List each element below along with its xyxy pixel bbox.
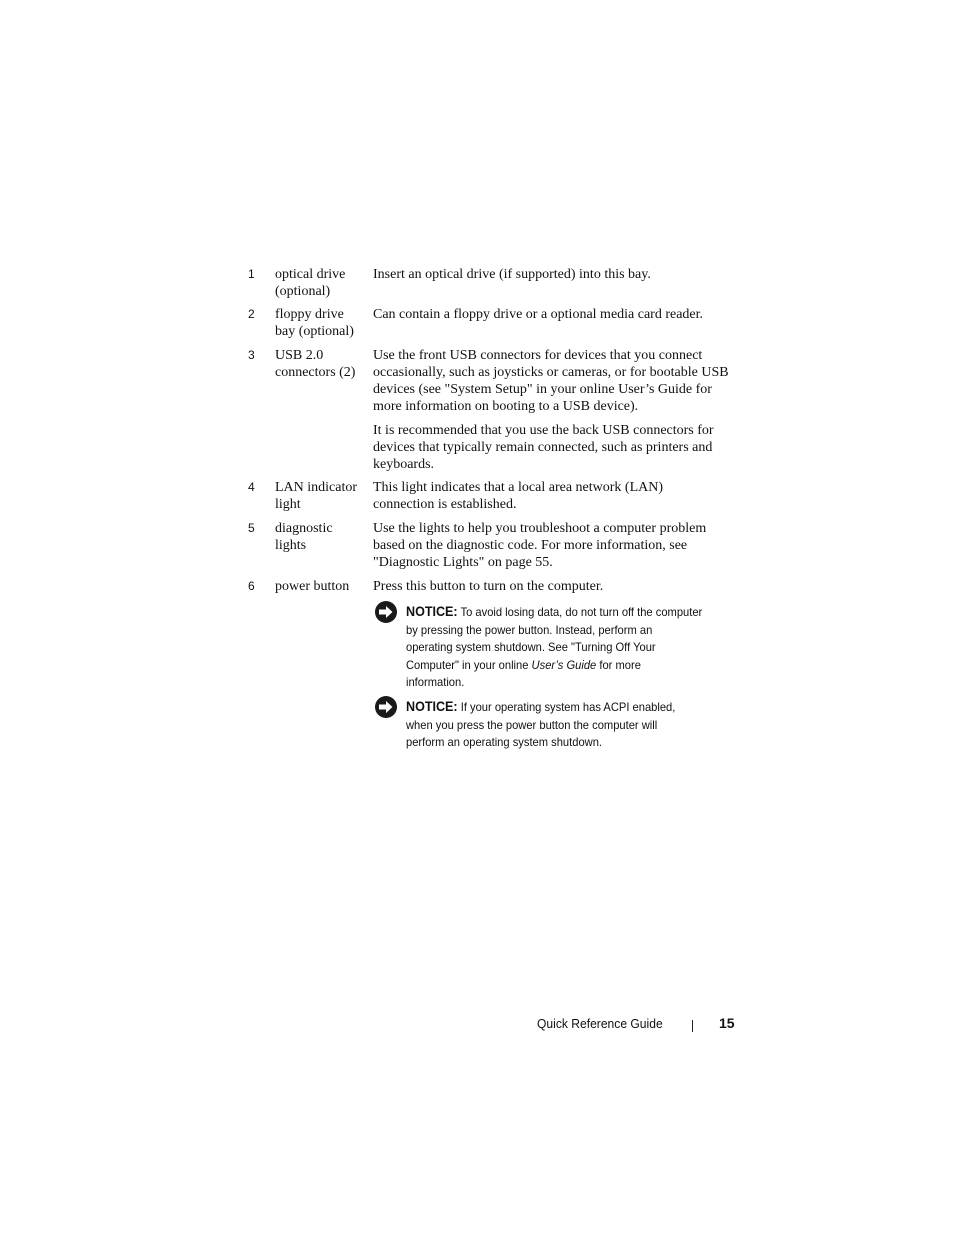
item-description: Press this button to turn on the computer.: [373, 579, 604, 594]
item-name: optical drive (optional): [275, 267, 346, 299]
notice-body: If your operating system has ACPI enabled, when you press the power button the computer will perform an operating system shutdown.: [406, 700, 676, 749]
notice-box: [373, 695, 743, 753]
item-number: 5: [248, 521, 255, 535]
item-description-note: It is recommended that you use the back USB connectors for devices that typically remain connected, such as printers and keyboards.: [373, 423, 714, 472]
item-name: USB 2.0 connectors (2): [275, 348, 356, 380]
item-name: LAN indicator light: [275, 480, 358, 512]
item-name: power button: [275, 579, 350, 594]
item-description: Can contain a floppy drive or a optional media card reader.: [373, 307, 704, 322]
item-number: 2: [248, 307, 255, 321]
item-number: 3: [248, 348, 255, 362]
notice-body-end: for more information.: [406, 657, 641, 689]
page-number: 15: [719, 1015, 735, 1031]
item-name: diagnostic lights: [275, 521, 333, 553]
footer-divider: [692, 1020, 693, 1032]
notice-arrow-icon: [374, 695, 398, 719]
item-description: This light indicates that a local area network (LAN) connection is established.: [373, 480, 664, 512]
notice-text: [406, 698, 722, 752]
footer-title: Quick Reference Guide: [537, 1016, 663, 1031]
notice-box: [373, 600, 743, 692]
item-number: 6: [248, 579, 255, 593]
notice-label: NOTICE:: [406, 699, 458, 714]
item-description: Use the lights to help you troubleshoot a computer problem based on the diagnostic code. For more information, see "Diagnostic Lights" on page 55.: [373, 521, 707, 570]
notice-label: NOTICE:: [406, 604, 458, 619]
notice-body: To avoid losing data, do not turn off the computer by pressing the power button. Instead, perform an operating system shutdown. See "Turning Off Your Computer" in your online: [406, 605, 703, 672]
item-number: 4: [248, 480, 255, 494]
page-footer: [0, 1014, 954, 1036]
notice-text: [406, 603, 722, 692]
item-number: 1: [248, 267, 255, 281]
item-description: Use the front USB connectors for devices that you connect occasionally, such as joysticks or cameras, or for bootable USB devices (see "System Setup" in your online User’s Guide for more information on booting to a USB device).: [373, 348, 729, 414]
notice-emphasis: User’s Guide: [531, 657, 597, 672]
item-description: Insert an optical drive (if supported) into this bay.: [373, 267, 651, 282]
notice-arrow-icon: [374, 600, 398, 624]
item-name: floppy drive bay (optional): [275, 307, 354, 339]
